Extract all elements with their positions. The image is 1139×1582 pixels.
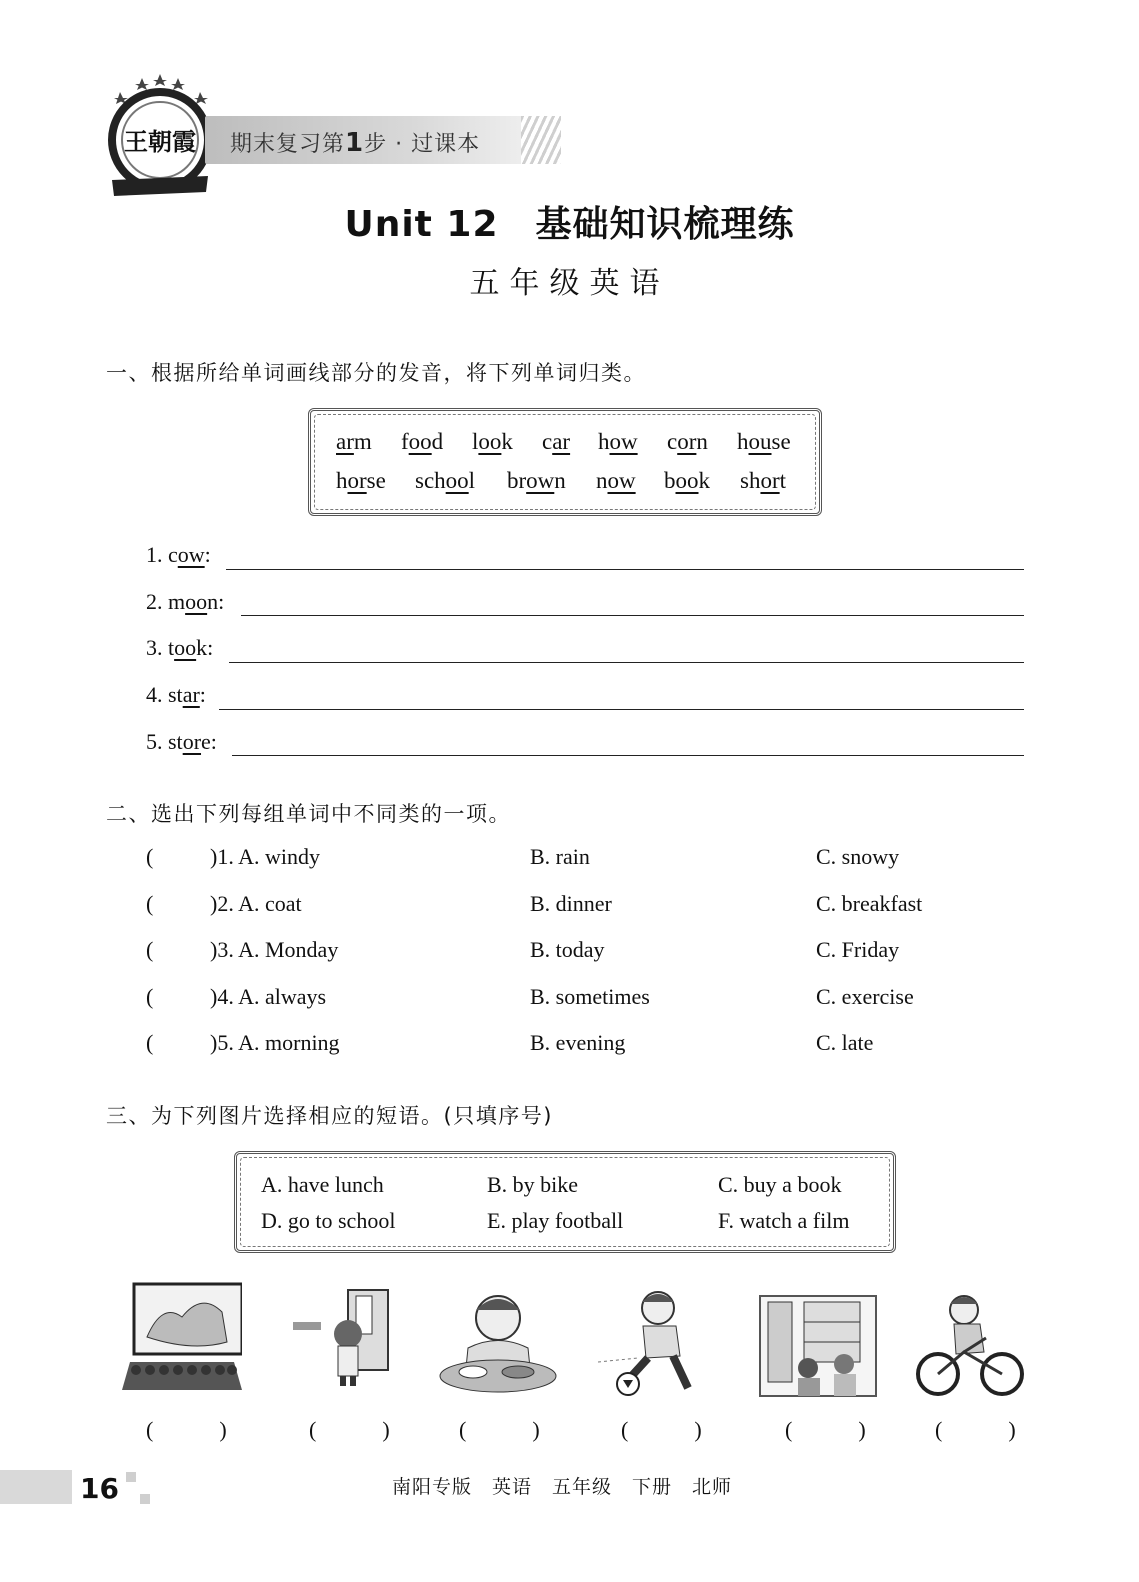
paren-4[interactable]: ( [146,984,154,1009]
item-moon: 2. moon: [146,589,225,614]
banner-text: 期末复习第1步 · 过课本 [230,128,481,158]
item-star: 4. star: [146,682,206,707]
word-how: how [598,429,638,454]
q5-option-c: C. late [816,1030,874,1055]
q3-option-b: B. today [530,937,605,962]
word-book: book [664,468,710,493]
word-short: short [740,468,787,493]
answer-line-1[interactable] [226,569,1024,570]
phrase-a: A. have lunch [261,1172,384,1197]
paren-3[interactable]: ( [146,937,154,962]
footer-square-2 [140,1494,150,1504]
q1-option-b: B. rain [530,844,590,869]
paren-2[interactable]: ( [146,891,154,916]
q2-option-b: B. dinner [530,891,612,916]
item-store: 5. store: [146,729,217,754]
picture-answer-4[interactable]: ( ) [621,1417,702,1442]
answer-line-5[interactable] [232,755,1024,756]
bookstore-picture [758,1292,878,1402]
phrase-b: B. by bike [487,1172,579,1197]
word-school: school [415,468,476,493]
phrase-d: D. go to school [261,1208,396,1233]
q1-option-a: )1. A. windy [210,844,320,869]
q4-option-a: )4. A. always [210,984,327,1009]
picture-answer-6[interactable]: ( ) [935,1417,1016,1442]
q5-option-b: B. evening [530,1030,626,1055]
football-picture [598,1288,718,1398]
picture-answer-5[interactable]: ( ) [785,1417,866,1442]
q3-option-c: C. Friday [816,937,900,962]
word-arm: arm [336,429,372,454]
word-house: house [737,429,791,454]
page-subtitle: 五年级英语 [469,266,670,301]
phrase-e: E. play football [487,1208,624,1233]
word-food: food [401,429,444,454]
paren-1[interactable]: ( [146,844,154,869]
phrase-f: F. watch a film [718,1208,850,1233]
school-picture [288,1282,408,1392]
q5-option-a: )5. A. morning [210,1030,340,1055]
q1-option-c: C. snowy [816,844,900,869]
word-car: car [542,429,571,454]
svg-text:王朝霞: 王朝霞 [124,127,196,156]
bike-picture [914,1292,1034,1402]
page-title: Unit 12 基础知识梳理练 [344,204,795,245]
item-cow: 1. cow: [146,542,211,567]
answer-line-2[interactable] [241,615,1024,616]
word-brown: brown [507,468,566,493]
footer-bar [0,1470,72,1504]
section1-heading: 一、根据所给单词画线部分的发音，将下列单词归类。 [106,361,646,385]
picture-answer-1[interactable]: ( ) [146,1417,227,1442]
paren-5[interactable]: ( [146,1030,154,1055]
page-number: 16 [80,1472,119,1505]
answer-line-3[interactable] [229,662,1024,663]
word-box-1 [308,408,822,516]
q2-option-c: C. breakfast [816,891,923,916]
answer-line-4[interactable] [219,709,1024,710]
lunch-picture [438,1288,558,1398]
q4-option-b: B. sometimes [530,984,650,1009]
word-horse: horse [336,468,386,493]
word-now: now [596,468,636,493]
word-look: look [472,429,513,454]
footer-square-1 [126,1472,136,1482]
q3-option-a: )3. A. Monday [210,937,339,962]
phrase-box [234,1151,896,1253]
item-took: 3. took: [146,635,214,660]
section2-heading: 二、选出下列每组单词中不同类的一项。 [106,802,511,826]
phrase-c: C. buy a book [718,1172,842,1197]
q2-option-a: )2. A. coat [210,891,302,916]
footer-text: 南阳专版 英语 五年级 下册 北师 [392,1477,733,1498]
q4-option-c: C. exercise [816,984,914,1009]
brand-logo [102,72,218,202]
picture-answer-2[interactable]: ( ) [309,1417,390,1442]
section3-heading: 三、为下列图片选择相应的短语。(只填序号) [106,1104,553,1128]
picture-answer-3[interactable]: ( ) [459,1417,540,1442]
word-corn: corn [667,429,708,454]
cinema-picture [122,1282,242,1392]
